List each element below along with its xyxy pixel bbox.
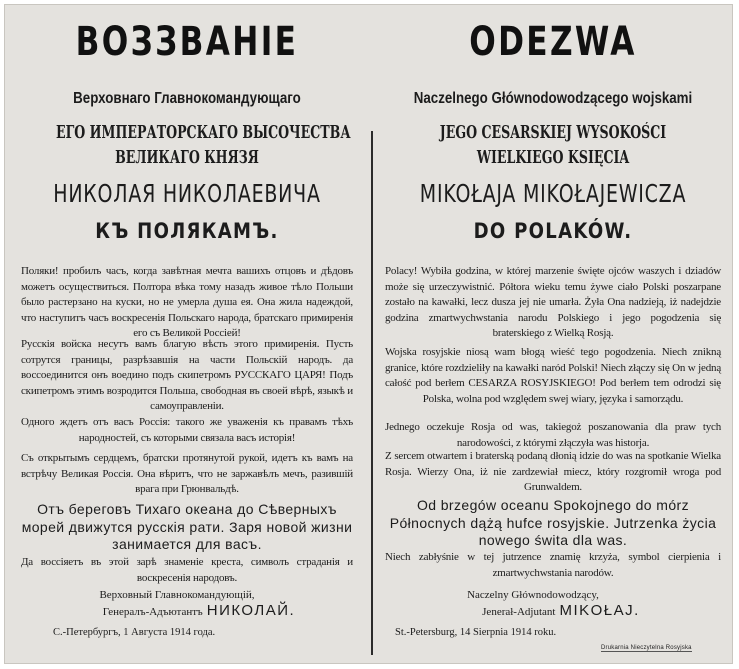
russian-highlight: Отъ береговъ Тихаго океана до Сѣверныхъ морей движутся русскія рати. Заря новой жизни занимается для васъ. — [21, 501, 353, 552]
polish-closing: Niech zabłyśnie w tej jutrzence znamię krzyża, symbol cierpienia i zmartwychwstania narodów. — [385, 551, 721, 579]
russian-addressee: КЪ ПОЛЯКАМЪ. — [95, 219, 279, 243]
polish-highlight: Od brzegów oceanu Spokojnego do mórz Północnych dążą hufce rosyjskie. Jutrzenka życia nowego świta dla was. — [389, 497, 717, 548]
polish-name: MIKOŁAJA MIKOŁAJEWICZA — [419, 179, 687, 208]
polish-royal-line-2: WIELKIEGO KSIĘCIA — [476, 148, 630, 168]
polish-signature-role: Naczelny Głównodowodzący, — [467, 589, 599, 601]
polish-signature-line — [391, 602, 731, 619]
polish-signature-name: MIKOŁAJ. — [559, 602, 640, 619]
polish-addressee: DO POLAKÓW. — [473, 219, 633, 243]
polish-subtitle: Naczelnego Głównodowodzącego wojskami — [413, 90, 693, 107]
russian-paragraph-2: Русскія войска несутъ вамъ благую вѣсть этого примиренія. Пусть сотрутся границы, разрѣзавшія на части Польскій народъ. да воссоединится онъ воедино подъ скипетромъ РУССКАГО ЦАРЯ! Подъ скипетромъ этимъ возродится Польша, свободная въ своей вѣрѣ, языкѣ и самоуправленіи. — [21, 338, 353, 413]
russian-paragraph-3: Одного ждетъ отъ васъ Россія: такого же уваженія къ правамъ тѣхъ народностей, съ которыми связала васъ исторія! — [21, 416, 353, 444]
russian-royal-line-1: ЕГО ИМПЕРАТОРСКАГО ВЫСОЧЕСТВА — [55, 123, 351, 143]
polish-paragraph-4: Z sercem otwartem i braterską podaną dłonią idzie do was na spotkanie Wielka Rosja. Wierzy Ona, iż nie zardzewiał miecz, który rozgromił wroga pod Grunwaldem. — [385, 450, 721, 494]
polish-paragraph-3: Jednego oczekuje Rosja od was, takiegoż poszanowania dla praw tych narodowości, z którymi złączyła was historja. — [385, 421, 721, 449]
russian-closing: Да воссіяетъ въ этой зарѣ знаменіе креста, символъ страданія и воскресенія народовъ. — [21, 556, 353, 584]
russian-signature-role: Верховный Главнокомандующій, — [99, 589, 255, 601]
russian-paragraph-4: Съ открытымъ сердцемъ, братски протянутой рукой, идетъ къ вамъ на встрѣчу Великая Россія. Она вѣритъ, что не заржавѣлъ мечъ, разившій врага при Грюнвальдѣ. — [21, 452, 353, 496]
russian-signature-line — [29, 602, 369, 619]
polish-royal-line-1: JEGO CESARSKIEJ WYSOKOŚCI — [439, 123, 667, 143]
russian-signature-name: НИКОЛАЙ. — [206, 602, 296, 619]
russian-name: НИКОЛАЯ НИКОЛАЕВИЧА — [53, 179, 321, 208]
russian-date: С.-Петербургъ, 1 Августа 1914 года. — [53, 627, 216, 638]
russian-signature-rank: Генералъ-Адъютантъ — [102, 606, 203, 618]
russian-title: ВОЗЗВАНІЕ — [75, 19, 299, 65]
polish-signature-rank: Jenerał-Adjutant — [482, 606, 556, 618]
polish-paragraph-1: Polacy! Wybiła godzina, w której marzenie święte ojców waszych i dziadów może się urzeczywistnić. Półtora wieku temu żywe ciało Polski poszarpane zostało na kawałki, lecz dusza jej nie umarła. Żyła Ona nadzieją, iż nadejdzie godzina zmartwychwstania narodu Polskiego i jego pogodzenia się braterskiego z Wielką Rosją. — [385, 265, 721, 340]
russian-royal-line-2: ВЕЛИКАГО КНЯЗЯ — [115, 148, 259, 168]
polish-date: St.-Petersburg, 14 Sierpnia 1914 roku. — [395, 627, 557, 638]
polish-paragraph-2: Wojska rosyjskie niosą wam błogą wieść tego pogodzenia. Niech znikną granice, które rozdzieliły na kawałki naród Polski! Niech złączy się On w jedną całość pod berłem CESARZA ROSYJSKIEGO! Pod berłem tem odrodzi się Polska, wolna pod względem swej wiary, języka i samorządu. — [385, 346, 721, 405]
column-divider — [371, 131, 373, 655]
proclamation-sheet — [4, 4, 733, 664]
printer-stamp: Drukarnia Nieczytelna Rosyjska — [601, 645, 692, 651]
russian-subtitle: Верховнаго Главнокомандующаго — [73, 90, 301, 107]
polish-title: ODEZWA — [469, 19, 637, 65]
russian-paragraph-1: Поляки! пробилъ часъ, когда завѣтная мечта вашихъ отцовъ и дѣдовъ можетъ осуществиться. Полтора вѣка тому назадъ живое тѣло Польши было растерзано на куски, но не умерла душа ея. Она жила надеждой, что наступитъ часъ воскресенія Польскаго народа, братскаго примиренія его съ Великой Россіей! — [21, 265, 353, 340]
